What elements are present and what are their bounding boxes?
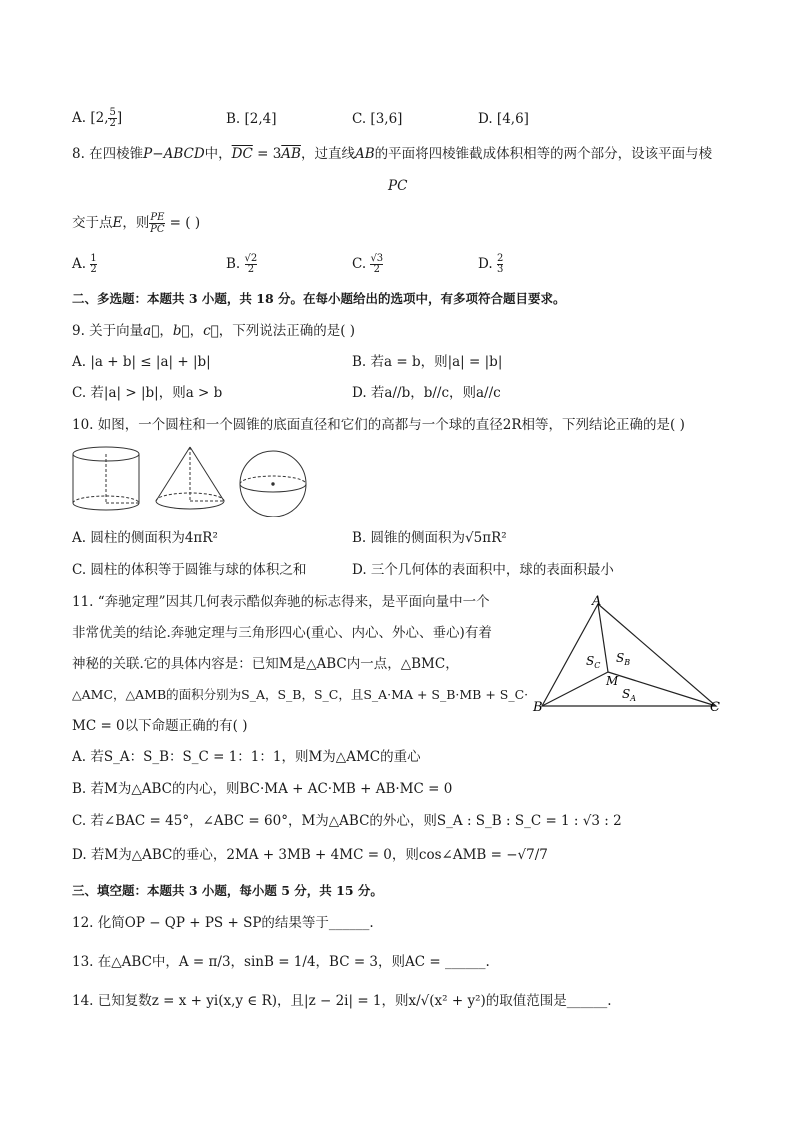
q11-line-4: △AMC，△AMB的面积分别为S_A，S_B，S_C，且S_A·MA + S_B·MB + S_C· <box>72 687 529 702</box>
label-sc: $S_C$ <box>586 654 601 670</box>
label-m: M <box>606 674 619 688</box>
q7-option-b: B. [2,4] <box>226 111 277 127</box>
q11-triangle-figure <box>530 594 750 714</box>
q9-option-c: C. 若|a| > |b|，则a > b <box>72 385 223 401</box>
q9-option-a: A. |a + b| ≤ |a| + |b| <box>72 354 211 370</box>
q8-option-b: B. $\frac{√2}{2}$ <box>226 253 258 275</box>
label-b: B <box>533 700 543 714</box>
q11-option-a: A. 若S_A：S_B：S_C = 1：1：1，则M为△AMC的重心 <box>72 749 421 765</box>
q9-option-b: B. 若a = b，则|a| = |b| <box>352 354 503 370</box>
cylinder-shape <box>73 447 139 510</box>
q11-option-c: C. 若∠BAC = 45°，∠ABC = 60°，M为△ABC的外心，则S_A : S_B : S_C = 1 : √3 : 2 <box>72 813 622 829</box>
q10-figure <box>70 445 320 517</box>
label-sa: $S_A$ <box>622 687 637 703</box>
q8-option-d: D. $\frac{2}{3}$ <box>478 253 504 275</box>
cone-shape <box>156 447 224 509</box>
q11-option-b: B. 若M为△ABC的内心，则BC·MA + AC·MB + AB·MC = 0 <box>72 781 453 797</box>
q11-option-d: D. 若M为△ABC的垂心，2MA + 3MB + 4MC = 0，则cos∠AMB = −√7/7 <box>72 847 548 863</box>
label-a: A <box>592 594 602 609</box>
sphere-shape <box>240 451 306 517</box>
q10-option-b: B. 圆锥的侧面积为√5πR² <box>352 530 507 546</box>
q10-option-d: D. 三个几何体的表面积中，球的表面积最小 <box>352 562 614 578</box>
section-3-heading: 三、填空题：本题共 3 小题，每小题 5 分，共 15 分。 <box>72 883 383 898</box>
q10-option-c: C. 圆柱的体积等于圆锥与球的体积之和 <box>72 562 307 578</box>
q7-option-c: C. [3,6] <box>352 111 403 127</box>
q11-line-1: 11. “奔驰定理”因其几何表示酷似奔驰的标志得来，是平面向量中一个 <box>72 594 490 610</box>
q8-stem-2: 交于点E，则 $\frac{PE}{PC}$ = ( ) <box>72 212 201 235</box>
q8-stem-pc: PC <box>388 178 408 194</box>
q10-option-a: A. 圆柱的侧面积为4πR² <box>72 530 218 546</box>
q7-option-a: A. [2, $\frac{5}{2}$ ] <box>72 107 123 129</box>
q13-stem: 13. 在△ABC中，A = π/3，sinB = 1/4，BC = 3，则AC = ______. <box>72 954 490 970</box>
q11-line-3: 神秘的关联.它的具体内容是：已知M是△ABC内一点，△BMC， <box>72 656 459 672</box>
label-c: C <box>710 700 720 714</box>
label-sb: $S_B$ <box>616 651 631 667</box>
q11-line-5: MC = 0以下命题正确的有( ) <box>72 718 248 734</box>
q14-stem: 14. 已知复数z = x + yi(x,y ∈ R)，且|z − 2i| = 1，则x/√(x² + y²)的取值范围是______. <box>72 993 612 1009</box>
q11-line-2: 非常优美的结论.奔驰定理与三角形四心(重心、内心、外心、垂心)有着 <box>72 625 492 641</box>
section-2-heading: 二、多选题：本题共 3 小题，共 18 分。在每小题给出的选项中，有多项符合题目要求。 <box>72 291 566 306</box>
q12-stem: 12. 化简OP − QP + PS + SP的结果等于______. <box>72 915 374 931</box>
q9-option-d: D. 若a//b，b//c，则a//c <box>352 385 501 401</box>
q9-stem: 9. 关于向量a⃗，b⃗，c⃗，下列说法正确的是( ) <box>72 323 356 339</box>
q8-option-c: C. $\frac{√3}{2}$ <box>352 253 384 275</box>
q8-stem: 8. 在四棱锥P−ABCD中，$\overline{DC} = 3\overline{AB}$，过直线AB的平面将四棱锥截成体积相等的两个部分，设该平面与棱 <box>72 146 713 162</box>
q7-option-d: D. [4,6] <box>478 111 529 127</box>
q10-stem: 10. 如图，一个圆柱和一个圆锥的底面直径和它们的高都与一个球的直径2R相等，下列结论正确的是( ) <box>72 417 685 433</box>
q8-option-a: A. $\frac{1}{2}$ <box>72 253 97 275</box>
